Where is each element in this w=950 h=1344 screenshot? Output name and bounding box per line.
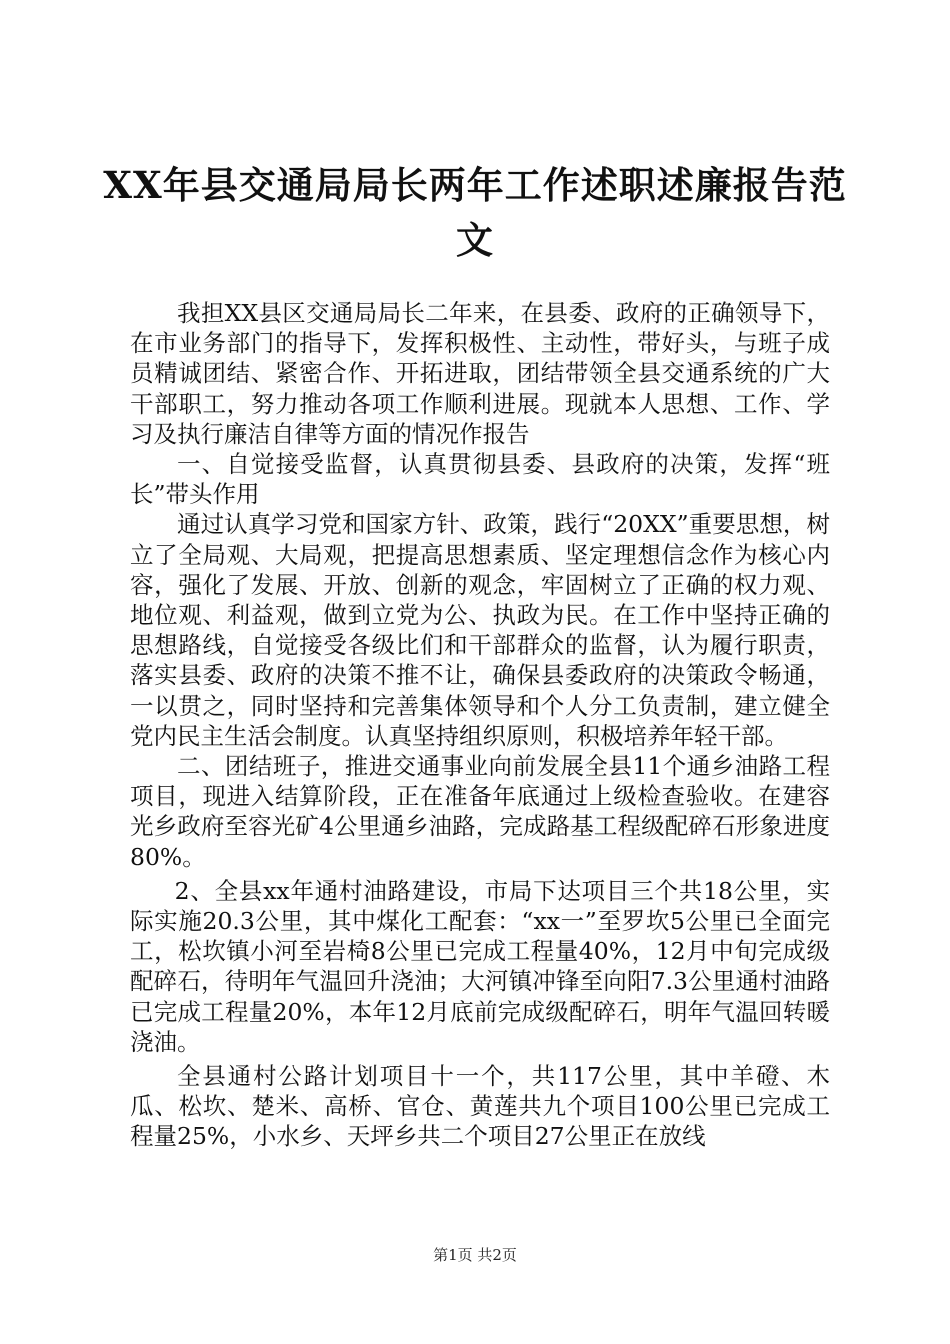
paragraph-intro: 我担XX县区交通局局长二年来，在县委、政府的正确领导下，在市业务部门的指导下，发挥积极性、主动性，带好头，与班子成员精诚团结、紧密合作、开拓进取，团结带领全县交通系统的广大干部职工，努力推动各项工作顺利进展。现就本人思想、工作、学习及执行廉洁自律等方面的情况作报告: [130, 299, 830, 448]
page-number-footer: 第1页 共2页: [433, 1246, 517, 1264]
document-title: XX年县交通局局长两年工作述职述廉报告范文: [103, 163, 847, 262]
paragraph-section-two: 二、团结班子，推进交通事业向前发展全县11个通乡油路工程项目，现进入结算阶段，正在准备年底通过上级检查验收。在建容光乡政府至容光矿4公里通乡油路，完成路基工程级配碎石形象进度80%。: [130, 752, 830, 871]
paragraph-village-roads: 全县通村公路计划项目十一个，共117公里，其中羊磴、木瓜、松坎、楚米、高桥、官仓、黄莲共九个项目100公里已完成工程量25%，小水乡、天坪乡共二个项目27公里正在放线: [130, 1062, 830, 1151]
document-body: [130, 298, 830, 1152]
paragraph-section-one-heading: 一、自觉接受监督，认真贯彻县委、县政府的决策，发挥“班长”带头作用: [130, 450, 830, 509]
paragraph-section-one-body: 通过认真学习党和国家方针、政策，践行“20XX”重要思想，树立了全局观、大局观，把提高思想素质、坚定理想信念作为核心内容，强化了发展、开放、创新的观念，牢固树立了正确的权力观、地位观、利益观，做到立党为公、执政为民。在工作中坚持正确的思想路线，自觉接受各级比们和干部群众的监督，认为履行职责，落实县委、政府的决策不推不让，确保县委政府的决策政令畅通，一以贯之，同时坚持和完善集体领导和个人分工负责制，建立健全党内民主生活会制度。认真坚持组织原则，积极培养年轻干部。: [130, 510, 830, 750]
paragraph-item-two: 2、全县xx年通村油路建设，市局下达项目三个共18公里，实际实施20.3公里，其中煤化工配套：“xx一”至罗坎5公里已全面完工，松坎镇小河至岩椅8公里已完成工程量40%，12月中旬完成级配碎石，待明年气温回升浇油；大河镇冲锋至向阳7.3公里通村油路已完成工程量20%，本年12月底前完成级配碎石，明年气温回转暖浇油。: [130, 876, 830, 1056]
